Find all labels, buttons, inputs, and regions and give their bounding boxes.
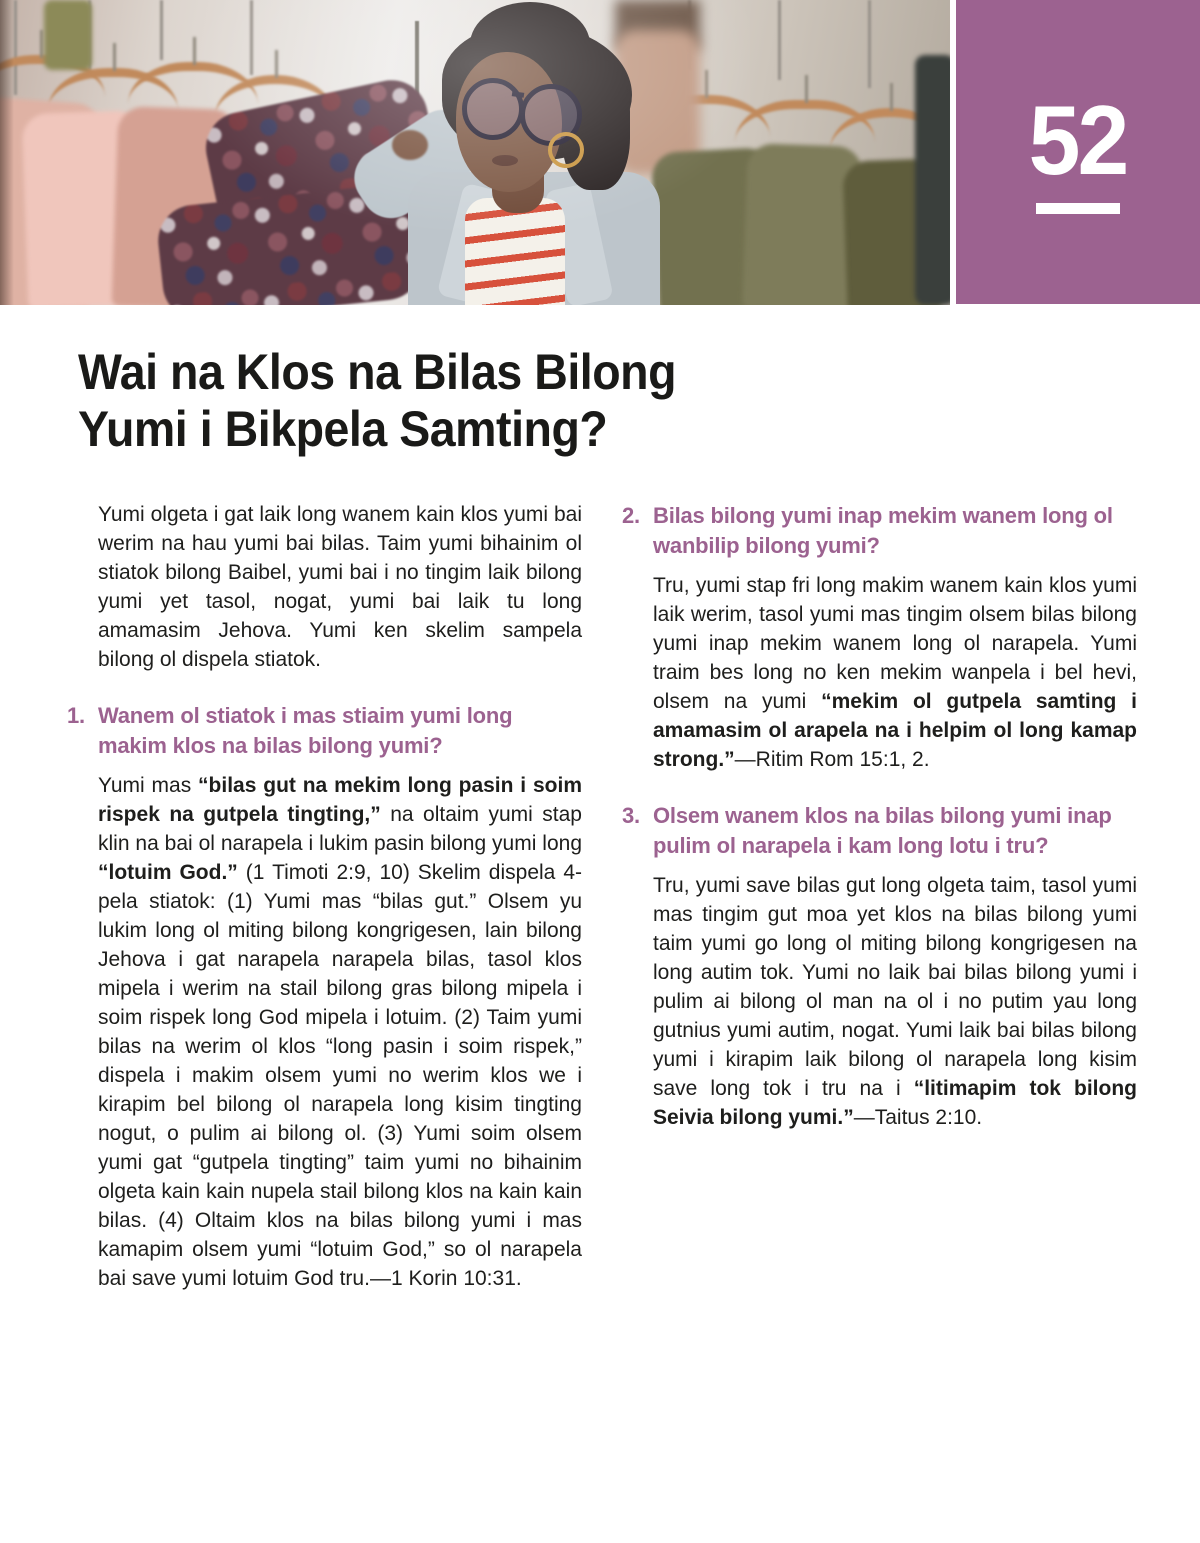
answer-1-paragraph: Yumi mas “bilas gut na mekim long pasin i soim rispek na gutpela tingting,” na oltaim yumi stap klin na bai ol narapela i lukim pasin bilong yumi long “lotuim God.” (1 Timoti 2:9, 10) Skelim dispela 4-pela stiatok: (1) Yumi mas “bilas gut.” Olsem yu lukim long ol miting bilong kongrigesen, lain bilong Jehova i gat narapela narapela bilas, tasol klos mipela i werim na stail bilong gras bilong mipela i soim rispek long God mipela i lotuim. (2) Taim yumi bilas na werim ol klos “long pasin i soim rispek,” dispela i makim olsem yumi no werim klos we i kirapim bel bilong ol narapela long kisim tingting nogut, o pulim ai bilong ol. (3) Yumi soim olsem yumi gat “gutpela tingting” taim yumi no bihainim olgeta kain kain nupela stail bilong klos na kain kain bilas. (4) Oltaim klos na bilas bilong yumi i mas kamapim olsem yumi “lotuim God,” so ol narapela bai save yumi lotuim God tru.—1 Korin 10:31.	[98, 774, 582, 1290]
question-block-3	[622, 801, 1137, 1132]
question-2-number: 2.	[622, 503, 640, 528]
question-2-text: Bilas bilong yumi inap mekim wanem long ol wanbilip bilong yumi?	[653, 503, 1113, 558]
garment-dark	[915, 55, 950, 305]
right-column	[622, 500, 1137, 1318]
chapter-number-box	[956, 0, 1200, 304]
answer-2-paragraph: Tru, yumi stap fri long makim wanem kain klos yumi laik werim, tasol yumi mas tingim olsem bilas bilong yumi inap mekim wanem long ol narapela. Yumi traim bes long no ken mekim wanpela i bel hevi, olsem na yumi “mekim ol gutpela samting i amamasim ol arapela na i helpim ol long kamap strong.”—Ritim Rom 15:1, 2.	[653, 574, 1138, 771]
question-1-number: 1.	[67, 703, 85, 728]
page-title	[78, 344, 676, 458]
page-title-line2: Yumi i Bikpela Samting?	[78, 401, 608, 457]
hero-photo	[0, 0, 950, 305]
intro-paragraph: Yumi olgeta i gat laik long wanem kain klos yumi bai werim na hau yumi bai bilas. Taim yumi bihainim ol stiatok bilong Baibel, yumi bai i no tingim laik bilong yumi yet tasol, nogat, yumi bai laik tu long amamasim Jehova. Yumi ken skelim sampela bilong ol dispela stiatok.	[98, 503, 582, 671]
question-block-1	[67, 701, 582, 1293]
body-columns	[67, 500, 1137, 1318]
question-block-2	[622, 501, 1137, 774]
question-1-heading	[67, 701, 582, 761]
question-3-number: 3.	[622, 803, 640, 828]
question-2-heading	[622, 501, 1137, 561]
hanger-hook	[778, 0, 781, 80]
hanger-hook	[868, 0, 871, 88]
chapter-number: 52	[1029, 84, 1127, 195]
hero-light-flare	[150, 0, 750, 260]
chapter-number-underline	[1036, 203, 1120, 214]
hero-left-shadow	[0, 0, 14, 305]
answer-3-paragraph: Tru, yumi save bilas gut long olgeta taim, tasol yumi mas tingim gut moa yet klos na bilas bilong yumi taim yumi go long ol miting bilong kongrigesen na long autim tok. Yumi no laik bai bilas bilong yumi i pulim ai bilong ol man na ol i no putim yau long gutnius yumi autim, nogat. Yumi laik bai bilas bilong yumi i kirapim laik bilong ol narapela long kisim save long tok i tru na i “litimapim tok bilong Seivia bilong yumi.”—Taitus 2:10.	[653, 874, 1137, 1129]
question-1-text: Wanem ol stiatok i mas stiaim yumi long makim klos na bilas bilong yumi?	[98, 703, 513, 758]
page-title-line1: Wai na Klos na Bilas Bilong	[78, 344, 677, 400]
garment-olive-small	[44, 0, 92, 70]
question-3-text: Olsem wanem klos na bilas bilong yumi inap pulim ol narapela i kam long lotu i tru?	[653, 803, 1112, 858]
question-3-heading	[622, 801, 1137, 861]
left-column	[67, 500, 582, 1318]
